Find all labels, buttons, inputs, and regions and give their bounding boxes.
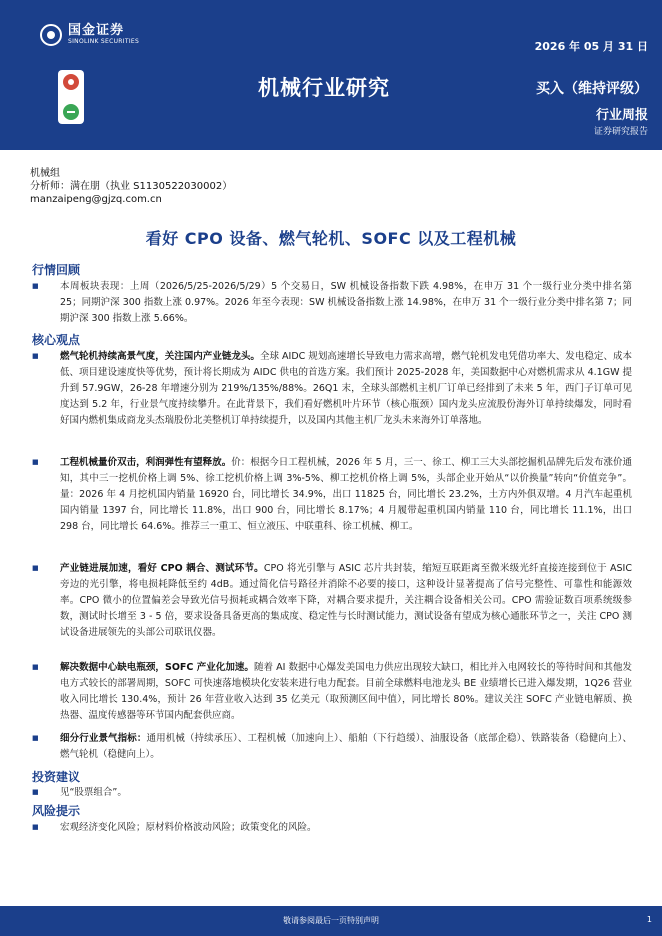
- report-header: [0, 0, 662, 150]
- list-item: [32, 349, 632, 429]
- bullet-icon: ■: [32, 823, 39, 831]
- paragraph-lead: 工程机械量价双击，利润弹性有望释放。: [60, 457, 232, 468]
- paragraph-lead: 燃气轮机持续高景气度，关注国内产业链龙头。: [60, 351, 260, 362]
- bullet-icon: ■: [32, 458, 39, 466]
- paragraph-lead: 产业链进展加速，看好 CPO 耦合、测试环节。: [60, 563, 264, 574]
- app-badge-icon: [58, 70, 84, 124]
- paragraph-lead: 细分行业景气指标：: [60, 733, 147, 744]
- list-item: [32, 731, 632, 763]
- bullet-icon: ■: [32, 734, 39, 742]
- bullet-icon: ■: [32, 352, 39, 360]
- list-item: [32, 660, 632, 724]
- bullet-icon: ■: [32, 663, 39, 671]
- report-type: 行业周报: [595, 108, 648, 123]
- page-number: 1: [646, 915, 652, 924]
- analyst-email[interactable]: manzaipeng@gjzq.com.cn: [30, 194, 162, 205]
- bullet-icon: ■: [32, 564, 39, 572]
- section-title-market: 行情回顾: [32, 263, 81, 277]
- analyst-info: [30, 167, 232, 206]
- section-title-core: 核心观点: [32, 333, 81, 347]
- app-icon: [63, 104, 79, 120]
- footer-disclaimer[interactable]: 敬请参阅最后一页特别声明: [283, 916, 379, 925]
- section-title-risk: 风险提示: [32, 804, 81, 818]
- report-title: 机械行业研究: [258, 76, 390, 100]
- analyst-group: 机械组: [30, 168, 60, 179]
- list-item: [32, 785, 632, 801]
- paragraph-text: 价：根据今日工程机械，2026 年 5 月，三一、徐工、柳工三大头部挖掘机品牌先后发布涨价通知，其中三一挖机价格上调 5%、徐工挖机价格上调 3%-5%、柳工挖机价格上调 5%，头部企业开始从“以价换量”转向“价值竞争”。量：2026 年 4 月挖机国内销量 16920 台，同比增长 34.9%，出口 11825 台，同比增长 23.2%，土方内外俱双增。4 月汽车起重机国内销量 1397 台，同比增长 11.8%，出口 900 台，同比增长 8.17%；4 月履带起重机国内销量 110 台，同比增长 11.1%，出口 298 台，同比增长 64.6%。推荐三一重工、恒立液压、中联重科、徐工机械、柳工。: [60, 457, 632, 532]
- report-headline: 看好 CPO 设备、燃气轮机、SOFC 以及工程机械: [145, 229, 517, 248]
- paragraph-text: 本周板块表现：上周（2026/5/25-2026/5/29）5 个交易日，SW 机械设备指数下跌 4.98%，在申万 31 个一级行业分类中排名第 25；同期沪深 300 指数上涨 0.97%。2026 年至今表现：SW 机械设备指数上涨 14.98%，在申万 31 个一级行业分类中排名第 7；同期沪深 300 指数上涨 5.66%。: [60, 281, 632, 324]
- logo-name-cn: 国金证券: [68, 23, 125, 38]
- page-footer: [0, 906, 662, 936]
- paragraph-text: 全球 AIDC 规划高速增长导致电力需求高增，燃气轮机发电凭借功率大、发电稳定、成本低、项目建设速度快等优势，预计将长期成为 AIDC 供电的首选方案。我们预计 2025-2028 年，美国数据中心对燃机需求从 4.1GW 提升到 57.9GW，26-28 年增速分别为 219%/135%/88%。26Q1 末，全球头部燃机主机厂订单已经排到了未来 5 年，西门子订单可见度达到 5.2 年，行业景气度持续攀升。在此背景下，我们看好燃机叶片环节（核心瓶颈）国内龙头应流股份海外订单持续爆发，同时看好国内燃机集成商龙头杰瑞股份北美整机订单持续提升，以及国内其他主机厂龙头未来海外订单落地。: [60, 351, 632, 426]
- paragraph-text: 随着 AI 数据中心爆发美国电力供应出现较大缺口，相比并入电网较长的等待时间和其他发电方式较长的部署周期，SOFC 可快速落地模块化安装来进行电力配套。目前全球燃料电池龙头 BE 业绩增长已进入爆发期，1Q26 营业收入同比增长 130.4%，预计 26 年营业收入达到 35 亿美元（取预测区间中值），同比增长 80%。建议关注 SOFC 产业链电解质、换热器、温度传感器等环节国内配套供应商。: [60, 662, 632, 721]
- list-item: [32, 279, 632, 327]
- company-logo: [40, 24, 139, 46]
- bullet-icon: ■: [32, 788, 39, 796]
- list-item: [32, 455, 632, 535]
- section-title-invest: 投资建议: [32, 770, 81, 784]
- logo-icon: [40, 24, 62, 46]
- paragraph-lead: 解决数据中心缺电瓶颈，SOFC 产业化加速。: [60, 662, 254, 673]
- report-date: 2026 年 05 月 31 日: [534, 40, 648, 53]
- bullet-icon: ■: [32, 282, 39, 290]
- logo-name-en: SINOLINK SECURITIES: [68, 38, 140, 45]
- list-item: [32, 561, 632, 641]
- analyst-name: 分析师：满在朋（执业 S1130522030002）: [30, 181, 233, 192]
- paragraph-text: 通用机械（持续承压）、工程机械（加速向上）、船舶（下行趋缓）、油服设备（底部企稳）、铁路装备（稳健向上）、燃气轮机（稳健向上）。: [60, 733, 632, 760]
- list-item: [32, 820, 632, 836]
- paragraph-text: CPO 将光引擎与 ASIC 芯片共封装，缩短互联距离至微米级光纤直接连接到位于 ASIC 旁边的光引擎，将电损耗降低至约 4dB。通过简化信号路径并消除不必要的接口，这种设计显著提高了信号完整性、可靠性和能源效率。CPO 微小的位置偏差会导致光信号损耗或耦合效率下降，对耦合要求提升，关注耦合设备相关公司。CPO 需验证数百项系统级参数，测试时长增至 3 - 5 倍，要求设备具备更高的集成度、稳定性与长时测试能力，测试设备有望成为核心通胀环节之一，关注 CPO 测试设备进展领先的头部公司联讯仪器。: [60, 563, 632, 638]
- paragraph-text: 宏观经济变化风险；原材料价格波动风险；政策变化的风险。: [60, 822, 317, 833]
- report-category: 证券研究报告: [593, 127, 648, 137]
- seal-icon: [63, 74, 79, 90]
- rating-label: 买入（维持评级）: [536, 81, 648, 97]
- paragraph-text: 见“股票组合”。: [60, 787, 127, 798]
